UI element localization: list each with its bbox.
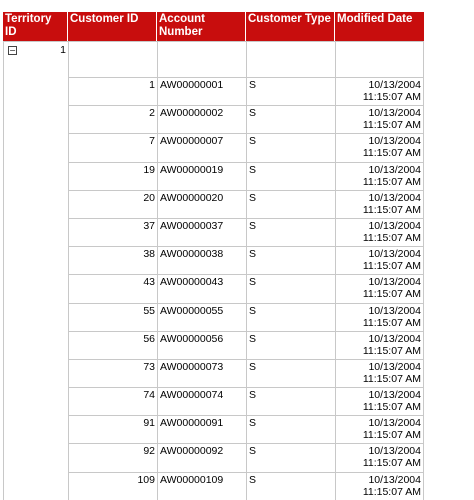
account-number-cell: AW00000073 [157, 359, 246, 387]
customer-type-cell: S [246, 415, 335, 443]
customer-type-cell: S [246, 190, 335, 218]
customer-id-cell: 56 [68, 331, 157, 359]
account-number-cell: AW00000019 [157, 162, 246, 190]
table-row [68, 303, 424, 331]
table-row [68, 105, 424, 133]
table-row [68, 359, 424, 387]
table-row [68, 472, 424, 500]
account-number-cell: AW00000074 [157, 387, 246, 415]
modified-date-cell: 10/13/2004 11:15:07 AM [335, 274, 424, 302]
column-header-customer-type[interactable]: Customer Type [246, 12, 335, 41]
group-detail-area [3, 77, 424, 500]
account-number-cell: AW00000007 [157, 133, 246, 161]
account-number-cell: AW00000091 [157, 415, 246, 443]
table-row [68, 133, 424, 161]
customer-type-cell: S [246, 303, 335, 331]
minus-square-icon[interactable]: − [9, 46, 16, 55]
territory-id-value: 1 [60, 44, 66, 56]
account-number-cell: AW00000001 [157, 77, 246, 105]
modified-date-cell: 10/13/2004 11:15:07 AM [335, 359, 424, 387]
customer-type-cell: S [246, 359, 335, 387]
customer-id-cell: 1 [68, 77, 157, 105]
customer-id-cell: 20 [68, 190, 157, 218]
column-header-account-number[interactable]: Account Number [157, 12, 246, 41]
account-number-cell: AW00000056 [157, 331, 246, 359]
group-empty-cell [68, 41, 157, 77]
customer-id-cell: 55 [68, 303, 157, 331]
modified-date-cell: 10/13/2004 11:15:07 AM [335, 162, 424, 190]
modified-date-cell: 10/13/2004 11:15:07 AM [335, 246, 424, 274]
customer-id-cell: 73 [68, 359, 157, 387]
customer-type-cell: S [246, 162, 335, 190]
modified-date-cell: 10/13/2004 11:15:07 AM [335, 472, 424, 500]
group-empty-cell [335, 41, 424, 77]
customer-id-cell: 19 [68, 162, 157, 190]
modified-date-cell: 10/13/2004 11:15:07 AM [335, 443, 424, 471]
report-table [3, 12, 424, 500]
table-header [3, 12, 424, 41]
account-number-cell: AW00000020 [157, 190, 246, 218]
customer-type-cell: S [246, 443, 335, 471]
customer-id-cell: 91 [68, 415, 157, 443]
table-row [68, 443, 424, 471]
customer-id-cell: 74 [68, 387, 157, 415]
table-row [68, 218, 424, 246]
account-number-cell: AW00000092 [157, 443, 246, 471]
modified-date-cell: 10/13/2004 11:15:07 AM [335, 415, 424, 443]
table-row [68, 162, 424, 190]
account-number-cell: AW00000038 [157, 246, 246, 274]
modified-date-cell: 10/13/2004 11:15:07 AM [335, 218, 424, 246]
customer-type-cell: S [246, 218, 335, 246]
group-header-row [3, 41, 424, 77]
table-row [68, 274, 424, 302]
detail-rows [68, 77, 424, 500]
column-header-modified-date[interactable]: Modified Date [337, 13, 413, 25]
customer-type-cell: S [246, 472, 335, 500]
customer-type-cell: S [246, 246, 335, 274]
modified-date-cell: 10/13/2004 11:15:07 AM [335, 190, 424, 218]
customer-id-cell: 92 [68, 443, 157, 471]
table-row [68, 331, 424, 359]
account-number-cell: AW00000109 [157, 472, 246, 500]
customer-id-cell: 38 [68, 246, 157, 274]
table-row [68, 415, 424, 443]
customer-id-cell: 43 [68, 274, 157, 302]
modified-date-cell: 10/13/2004 11:15:07 AM [335, 133, 424, 161]
table-row [68, 190, 424, 218]
account-number-cell: AW00000002 [157, 105, 246, 133]
group-empty-cell [246, 41, 335, 77]
customer-id-cell: 2 [68, 105, 157, 133]
column-header-customer-id[interactable]: Customer ID [68, 12, 157, 41]
customer-type-cell: S [246, 105, 335, 133]
modified-date-cell: 10/13/2004 11:15:07 AM [335, 77, 424, 105]
group-territory-cell [3, 41, 68, 77]
account-number-cell: AW00000055 [157, 303, 246, 331]
customer-type-cell: S [246, 133, 335, 161]
column-header-territory-id[interactable]: Territory ID [3, 12, 68, 41]
customer-type-cell: S [246, 331, 335, 359]
customer-type-cell: S [246, 77, 335, 105]
modified-date-cell: 10/13/2004 11:15:07 AM [335, 331, 424, 359]
table-row [68, 77, 424, 105]
customer-type-cell: S [246, 274, 335, 302]
customer-id-cell: 37 [68, 218, 157, 246]
modified-date-cell: 10/13/2004 11:15:07 AM [335, 303, 424, 331]
table-body [3, 41, 424, 500]
customer-type-cell: S [246, 387, 335, 415]
table-row [68, 246, 424, 274]
modified-date-cell: 10/13/2004 11:15:07 AM [335, 105, 424, 133]
customer-id-cell: 7 [68, 133, 157, 161]
modified-date-cell: 10/13/2004 11:15:07 AM [335, 387, 424, 415]
territory-column-spacer [3, 77, 68, 500]
table-row [68, 387, 424, 415]
group-empty-cell [157, 41, 246, 77]
customer-id-cell: 109 [68, 472, 157, 500]
account-number-cell: AW00000043 [157, 274, 246, 302]
account-number-cell: AW00000037 [157, 218, 246, 246]
